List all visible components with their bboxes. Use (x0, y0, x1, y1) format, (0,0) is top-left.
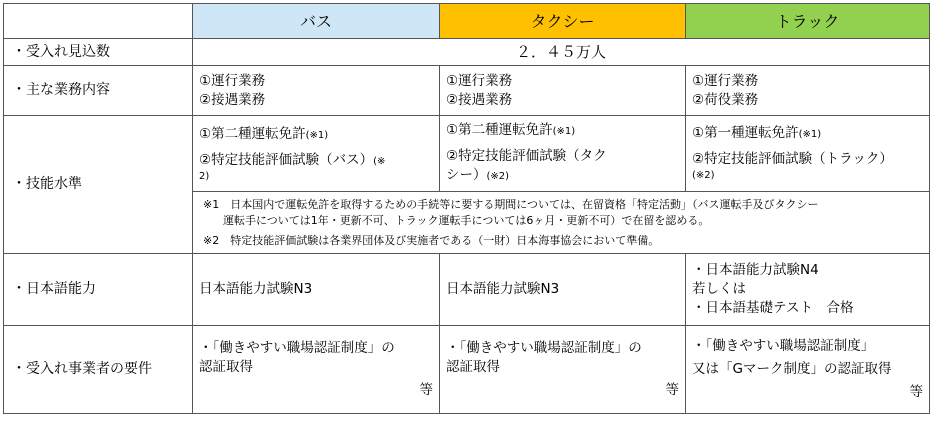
duties-taxi-line: ①運行業務 (446, 72, 513, 89)
row-japanese (4, 254, 930, 326)
requirements-bus-line: ・「働きやすい職場認証制度」の (199, 340, 395, 356)
row-skill (4, 116, 930, 192)
row-duties (4, 66, 930, 116)
skill-bus-line: ①第二種運転免許(※1) (199, 125, 329, 142)
duties-truck (686, 66, 930, 116)
japanese-truck-line: ・日本語能力試験N4 (692, 262, 819, 278)
requirements-taxi-etc: 等 (665, 382, 679, 398)
comparison-table (3, 3, 930, 414)
skill-bus-note-ref: 2) (199, 170, 210, 182)
note-1: ※1 日本国内で運転免許を取得するための手続等に要する期間については、在留資格「特定活動」（バス運転手及びタクシー (203, 197, 819, 211)
skill-taxi-line: シー）(※2) (446, 167, 510, 183)
skill-truck (686, 116, 930, 192)
skill-truck-line: ①第一種運転免許(※1) (692, 125, 822, 141)
requirements-truck (686, 326, 930, 414)
header-taxi: タクシー (440, 4, 686, 39)
header-bus: バス (193, 4, 440, 39)
skill-notes (193, 192, 930, 254)
skill-taxi (440, 116, 686, 192)
requirements-bus-line: 認証取得 (199, 359, 253, 375)
requirements-taxi-line: ・「働きやすい職場認証制度」の (446, 340, 642, 356)
note-2: ※2 特定技能評価試験は各業界団体及び実施者である（一財）日本海事協会において準備。 (203, 233, 660, 247)
requirements-truck-etc: 等 (909, 384, 923, 400)
duties-bus-line: ①運行業務 (199, 72, 266, 89)
requirements-bus (193, 326, 440, 414)
row-label-duties: ・主な業務内容 (4, 66, 193, 116)
skill-truck-note-ref: (※2) (692, 170, 715, 181)
duties-bus (193, 66, 440, 116)
japanese-taxi: 日本語能力試験N3 (440, 254, 686, 326)
requirements-truck-line: 又は「Gマーク制度」の認証取得 (692, 361, 892, 377)
row-label-accept-count: ・受入れ見込数 (4, 39, 193, 66)
note-1-continued: 運転手については1年・更新不可、トラック運転手については6ヶ月・更新不可）で在留を認める。 (223, 213, 710, 227)
row-requirements (4, 326, 930, 414)
row-label-japanese: ・日本語能力 (4, 254, 193, 326)
japanese-bus: 日本語能力試験N3 (193, 254, 440, 326)
requirements-truck-line: ・「働きやすい職場認証制度」 (692, 338, 875, 354)
header-truck: トラック (686, 4, 930, 39)
skill-truck-line: ②特定技能評価試験（トラック） (692, 151, 893, 167)
header-row (4, 4, 930, 39)
requirements-taxi-line: 認証取得 (446, 359, 500, 375)
duties-taxi (440, 66, 686, 116)
duties-truck-line: ①運行業務 (692, 72, 759, 89)
row-accept-count (4, 39, 930, 66)
duties-truck-line: ②荷役業務 (692, 91, 759, 108)
requirements-bus-etc: 等 (419, 382, 433, 398)
duties-taxi-line: ②接遇業務 (446, 91, 513, 108)
skill-bus-line: ②特定技能評価試験（バス）(※ (199, 151, 386, 168)
japanese-truck-line: ・日本語基礎テスト 合格 (692, 300, 854, 316)
row-label-skill: ・技能水準 (4, 116, 193, 254)
japanese-truck-line: 若しくは (692, 281, 746, 297)
skill-taxi-line: ②特定技能評価試験（タク (446, 148, 607, 164)
duties-bus-line: ②接遇業務 (199, 91, 266, 108)
header-blank-cell (4, 4, 193, 39)
requirements-taxi (440, 326, 686, 414)
accept-count-value: ２．４５万人 (193, 39, 930, 66)
row-label-requirements: ・受入れ事業者の要件 (4, 326, 193, 414)
japanese-truck (686, 254, 930, 326)
skill-taxi-line: ①第二種運転免許(※1) (446, 122, 576, 138)
skill-bus (193, 116, 440, 192)
